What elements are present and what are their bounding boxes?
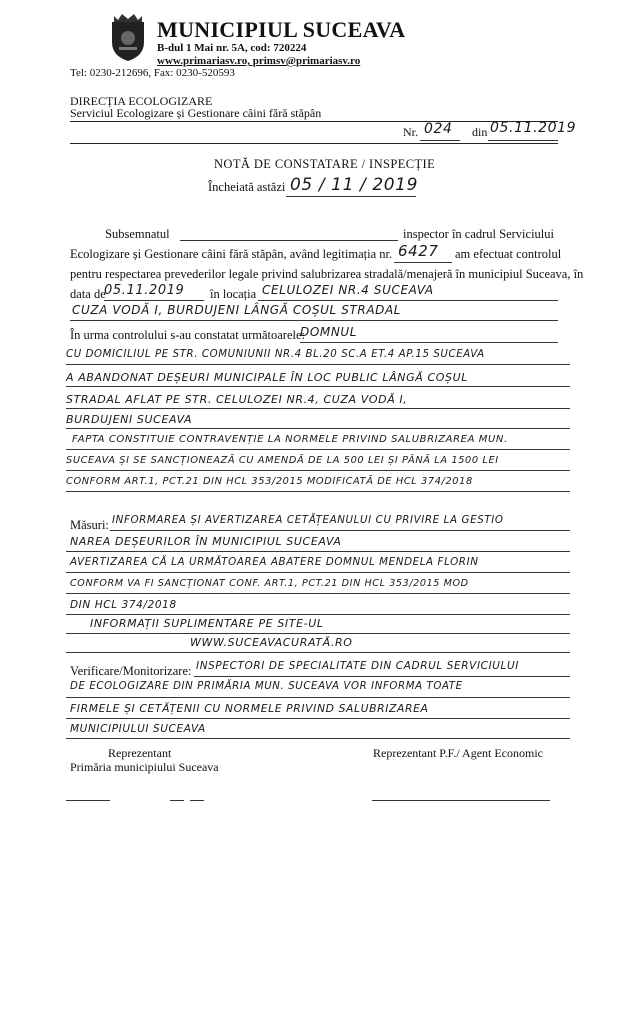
nr-label: Nr. bbox=[403, 125, 418, 139]
left-representative-org: Primăria municipiului Suceava bbox=[70, 760, 219, 774]
location-label: în locația bbox=[210, 287, 257, 301]
verification-line: FIRMELE ȘI CETĂȚENII CU NORMELE PRIVIND SALUBRIZAREA bbox=[70, 702, 429, 715]
verification-underline bbox=[66, 718, 570, 719]
institution-address: B-dul 1 Mai nr. 5A, cod: 720224 bbox=[157, 42, 307, 54]
measure-line: DIN HCL 374/2018 bbox=[70, 599, 177, 611]
measure-line: AVERTIZAREA CĂ LA URMĂTOAREA ABATERE DOMNUL MENDELA FLORIN bbox=[70, 556, 479, 568]
institution-phone-fax: Tel: 0230-212696, Fax: 0230-520593 bbox=[70, 67, 235, 79]
finding-underline bbox=[300, 342, 558, 343]
findings-label: În urma controlului s-au constatat următoarele: bbox=[70, 328, 305, 342]
inspector-text: inspector în cadrul Serviciului bbox=[403, 227, 555, 241]
finding-underline bbox=[66, 491, 570, 492]
legitimation-underline bbox=[394, 262, 452, 263]
date-underline bbox=[104, 300, 204, 301]
finding-underline bbox=[66, 408, 570, 409]
finding-line: CU DOMICILIUL PE STR. COMUNIUNII NR.4 BL.20 SC.A ET.4 AP.15 SUCEAVA bbox=[66, 349, 485, 360]
header-divider bbox=[70, 121, 558, 122]
measure-line: WWW.SUCEAVACURATĂ.RO bbox=[190, 636, 353, 649]
measure-line: INFORMAREA ȘI AVERTIZAREA CETĂȚEANULUI CU PRIVIRE LA GESTIO bbox=[112, 514, 504, 526]
measure-underline bbox=[110, 530, 570, 531]
finding-line: BURDUJENI SUCEAVA bbox=[66, 413, 193, 426]
finding-line: FAPTA CONSTITUIE CONTRAVENȚIE LA NORMELE PRIVIND SALUBRIZAREA MUN. bbox=[72, 434, 508, 445]
legitimation-text: Ecologizare și Gestionare câini fără stăpân, având legitimația nr. bbox=[70, 247, 393, 261]
verification-label: Verificare/Monitorizare: bbox=[70, 664, 192, 678]
left-signature-line bbox=[190, 800, 204, 801]
finding-underline bbox=[66, 470, 570, 471]
coat-of-arms-icon bbox=[108, 12, 148, 62]
location-value-2: CUZA VODĂ I, BURDUJENI LÂNGĂ COȘUL STRADAL bbox=[72, 303, 402, 317]
din-label: din bbox=[472, 125, 488, 139]
date-label: data de bbox=[70, 287, 106, 301]
finding-line: CONFORM ART.1, PCT.21 DIN HCL 353/2015 MODIFICATĂ DE HCL 374/2018 bbox=[66, 476, 473, 487]
finding-line: A ABANDONAT DEȘEURI MUNICIPALE ÎN LOC PUBLIC LÂNGĂ COȘUL bbox=[66, 371, 468, 384]
nr-box-line bbox=[70, 143, 558, 144]
measure-underline bbox=[66, 551, 570, 552]
legitimation-number: 6427 bbox=[398, 242, 439, 260]
location-value: CELULOZEI NR.4 SUCEAVA bbox=[262, 283, 434, 297]
din-value: 05.11.2019 bbox=[490, 120, 577, 136]
din-underline bbox=[488, 140, 558, 141]
inspector-name-line bbox=[180, 240, 398, 241]
finding-underline bbox=[66, 428, 570, 429]
measure-underline bbox=[66, 572, 570, 573]
verification-underline bbox=[194, 676, 570, 677]
control-text: am efectuat controlul bbox=[455, 247, 562, 261]
measure-line: CONFORM VA FI SANCȚIONAT CONF. ART.1, PCT.21 DIN HCL 353/2015 MOD bbox=[70, 578, 469, 589]
location-underline bbox=[258, 300, 558, 301]
institution-name: MUNICIPIUL SUCEAVA bbox=[157, 17, 406, 42]
verification-line: MUNICIPIULUI SUCEAVA bbox=[70, 723, 206, 735]
nr-value: 024 bbox=[424, 121, 453, 137]
institution-web-email: www.primariasv.ro, primsv@primariasv.ro bbox=[157, 55, 361, 67]
finding-line: STRADAL AFLAT PE STR. CELULOZEI NR.4, CUZA VODĂ I, bbox=[66, 393, 408, 406]
concluded-date: 05 / 11 / 2019 bbox=[290, 175, 418, 195]
verification-underline bbox=[66, 697, 570, 698]
finding-underline bbox=[66, 364, 570, 365]
left-signature-line bbox=[66, 800, 110, 801]
service-name: Serviciul Ecologizare și Gestionare câini fără stăpân bbox=[70, 106, 322, 120]
verification-underline bbox=[66, 738, 570, 739]
right-representative-title: Reprezentant P.F./ Agent Economic bbox=[373, 746, 544, 760]
measure-line: NAREA DEȘEURILOR ÎN MUNICIPIUL SUCEAVA bbox=[70, 535, 342, 548]
date-value: 05.11.2019 bbox=[104, 283, 185, 298]
measure-underline bbox=[66, 633, 570, 634]
measure-underline bbox=[66, 593, 570, 594]
finding-underline bbox=[66, 449, 570, 450]
measure-line: INFORMAȚII SUPLIMENTARE PE SITE-UL bbox=[90, 617, 324, 630]
finding-line: SUCEAVA ȘI SE SANCȚIONEAZĂ CU AMENDĂ DE LA 500 LEI ȘI PÂNĂ LA 1500 LEI bbox=[66, 455, 499, 466]
nr-underline bbox=[420, 140, 460, 141]
verification-line: DE ECOLOGIZARE DIN PRIMĂRIA MUN. SUCEAVA VOR INFORMA TOATE bbox=[70, 681, 463, 692]
subsemnatul-label: Subsemnatul bbox=[105, 227, 170, 241]
verification-line: INSPECTORI DE SPECIALITATE DIN CADRUL SERVICIULUI bbox=[196, 660, 519, 672]
location-underline-2 bbox=[70, 320, 558, 321]
measure-underline bbox=[66, 614, 570, 615]
concluded-label: Încheiată astăzi bbox=[208, 180, 286, 194]
right-signature-line bbox=[372, 800, 550, 801]
left-signature-line bbox=[170, 800, 184, 801]
measure-underline bbox=[66, 652, 570, 653]
legal-text: pentru respectarea prevederilor legale privind salubrizarea stradală/menajeră în municipiul Suceava, în bbox=[70, 267, 584, 281]
left-representative-title: Reprezentant bbox=[108, 746, 172, 760]
finding-line: DOMNUL bbox=[300, 325, 358, 339]
document-title: NOTĂ DE CONSTATARE / INSPECȚIE bbox=[214, 157, 436, 171]
directorate-name: DIRECȚIA ECOLOGIZARE bbox=[70, 94, 213, 108]
concluded-underline bbox=[286, 196, 416, 197]
measures-label: Măsuri: bbox=[70, 518, 109, 532]
finding-underline bbox=[66, 386, 570, 387]
